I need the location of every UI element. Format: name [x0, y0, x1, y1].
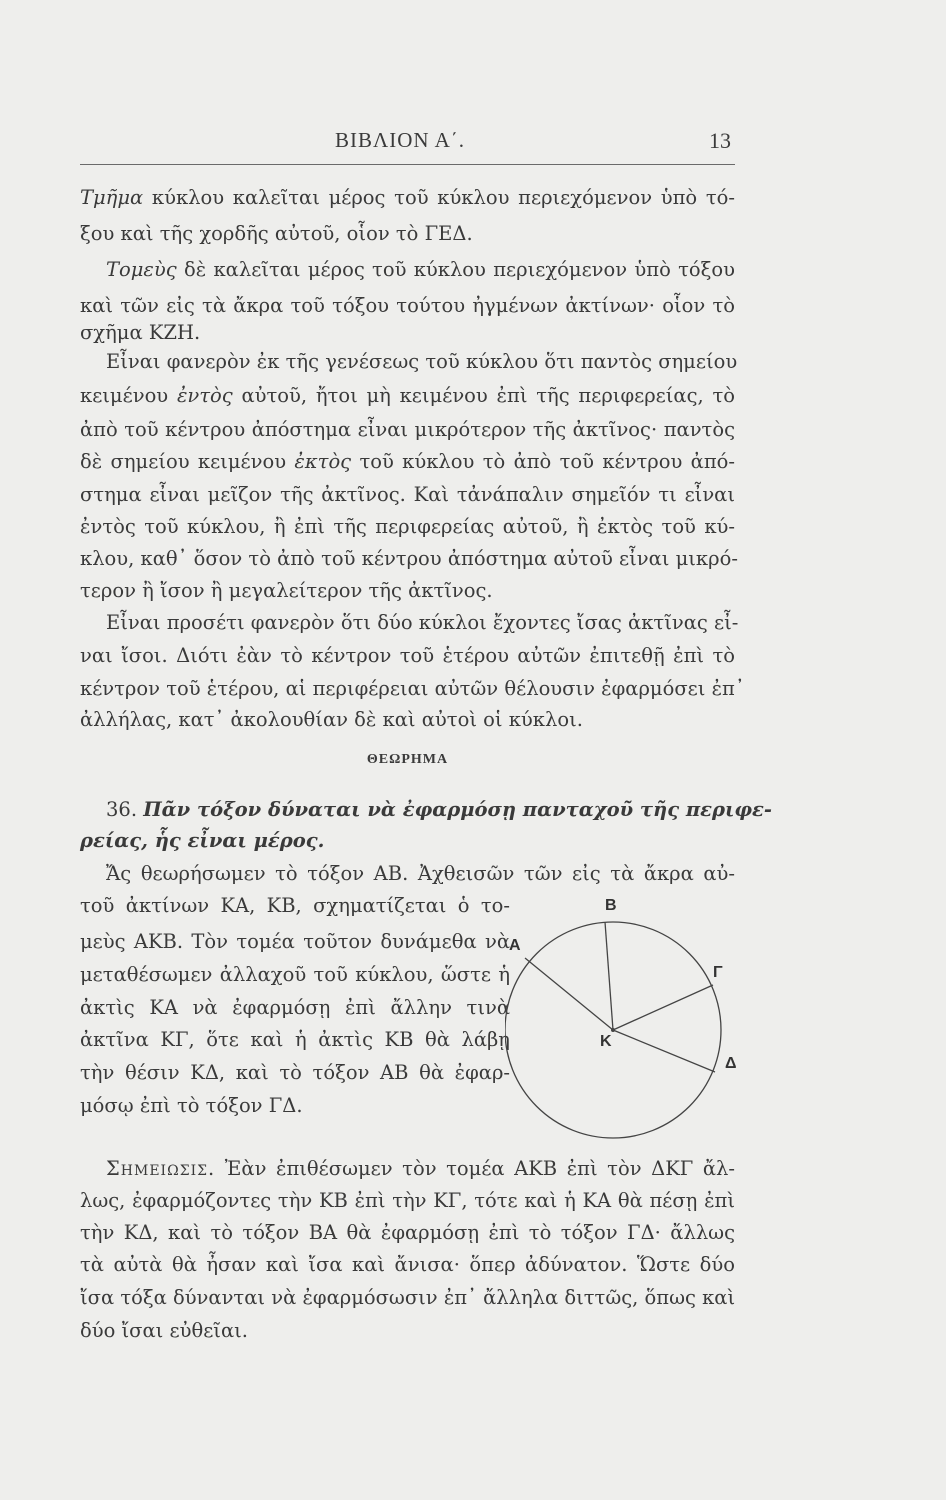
- proof-line-8: μόσῳ ἐπὶ τὸ τόξον ΓΔ.: [80, 1094, 303, 1117]
- proof-line-5: ἀκτὶς ΚΑ νὰ ἐφαρμόσῃ ἐπὶ ἄλλην τινὰ: [80, 996, 510, 1019]
- note-line-3: τὴν ΚΔ, καὶ τὸ τόξον ΒΑ θὰ ἐφαρμόσῃ ἐπὶ τὸ τόξον ΓΔ· ἄλλως: [80, 1221, 735, 1244]
- paragraph-3-line-5: στημα εἶναι μεῖζον τῆς ἀκτῖνος. Καὶ τἀνάπαλιν σημεῖόν τι εἶναι: [80, 483, 735, 506]
- radius-KA: [525, 958, 613, 1030]
- theorem-statement-line-1: 36. Πᾶν τόξον δύναται νὰ ἐφαρμόσῃ πανταχοῦ τῆς περιφε-: [106, 798, 772, 821]
- note-line-5: ἴσα τόξα δύνανται νὰ ἐφαρμόσωσιν ἐπ᾽ ἄλληλα διττῶς, ὅπως καὶ: [80, 1286, 736, 1309]
- paragraph-3-line-4: δὲ σημείου κειμένου ἐκτὸς τοῦ κύκλου τὸ ἀπὸ τοῦ κέντρου ἀπό-: [80, 450, 735, 473]
- proof-line-2: τοῦ ἀκτίνων ΚΑ, ΚΒ, σχηματίζεται ὁ το-: [80, 894, 510, 917]
- theorem-statement-line-2: ρείας, ἧς εἶναι μέρος.: [80, 829, 325, 852]
- label-B: Β: [605, 897, 617, 914]
- page-header: [80, 128, 735, 165]
- label-A: Α: [509, 937, 521, 954]
- radius-KD: [613, 1030, 715, 1072]
- term-segment: Τμῆμα: [80, 186, 144, 209]
- paragraph-4-line-1: Εἶναι προσέτι φανερὸν ὅτι δύο κύκλοι ἔχοντες ἴσας ἀκτῖνας εἶ-: [106, 611, 739, 634]
- paragraph-2-line-1: Τομεὺς δὲ καλεῖται μέρος τοῦ κύκλου περιεχόμενον ὑπὸ τόξου: [106, 258, 735, 281]
- term-sector: Τομεὺς: [106, 258, 177, 281]
- theorem-heading: ΘΕΩΡΗΜΑ: [366, 752, 449, 767]
- center-point: [611, 1028, 615, 1032]
- paragraph-2-line-3: σχῆμα ΚΖΗ.: [80, 321, 201, 344]
- paragraph-1-line-1: Τμῆμα κύκλου καλεῖται μέρος τοῦ κύκλου περιεχόμενον ὑπὸ τό-: [80, 186, 735, 209]
- label-K: Κ: [600, 1033, 612, 1050]
- note-line-6: δύο ἴσαι εὐθεῖαι.: [80, 1319, 248, 1342]
- proof-line-4: μεταθέσωμεν ἀλλαχοῦ τοῦ κύκλου, ὥστε ἡ: [80, 963, 510, 986]
- note-line-2: λως, ἐφαρμόζοντες τὴν ΚΒ ἐπὶ τὴν ΚΓ, τότε καὶ ἡ ΚΑ θὰ πέσῃ ἐπὶ: [80, 1189, 735, 1212]
- paragraph-3-line-2: κειμένου ἐντὸς αὐτοῦ, ἤτοι μὴ κειμένου ἐπὶ τῆς περιφερείας, τὸ: [80, 384, 735, 407]
- paragraph-3-line-8: τερον ἢ ἴσον ἢ μεγαλείτερον τῆς ἀκτῖνος.: [80, 579, 493, 602]
- radius-KB: [605, 922, 613, 1030]
- paragraph-2-line-2: καὶ τῶν εἰς τὰ ἄκρα τοῦ τόξου τούτου ἠγμένων ἀκτίνων· οἷον τὸ: [80, 294, 735, 317]
- paragraph-3-line-1: Εἶναι φανερὸν ἐκ τῆς γενέσεως τοῦ κύκλου ὅτι παντὸς σημείου: [106, 350, 738, 373]
- proof-line-6: ἀκτῖνα ΚΓ, ὅτε καὶ ἡ ἀκτὶς ΚΒ θὰ λάβῃ: [80, 1028, 510, 1051]
- paragraph-3-line-7: κλου, καθ᾽ ὅσον τὸ ἀπὸ τοῦ κέντρου ἀπόστημα αὐτοῦ εἶναι μικρό-: [80, 547, 738, 570]
- paragraph-3-line-6: ἐντὸς τοῦ κύκλου, ἢ ἐπὶ τῆς περιφερείας αὐτοῦ, ἢ ἐκτὸς τοῦ κύ-: [80, 515, 735, 538]
- theorem-number: 36.: [106, 798, 138, 821]
- label-G: Γ: [713, 964, 723, 981]
- proof-line-3: μεὺς ΑΚΒ. Τὸν τομέα τοῦτον δυνάμεθα νὰ: [80, 930, 510, 953]
- label-D: Δ: [725, 1055, 737, 1072]
- proof-line-7: τὴν θέσιν ΚΔ, καὶ τὸ τόξον ΑΒ θὰ ἐφαρ-: [80, 1061, 510, 1084]
- radius-KG: [613, 985, 713, 1030]
- paragraph-1-line-2: ξου καὶ τῆς χορδῆς αὐτοῦ, οἷον τὸ ΓΕΔ.: [80, 222, 473, 245]
- note-label: Σημειωσις.: [106, 1157, 216, 1180]
- note-line-4: τὰ αὐτὰ θὰ ἦσαν καὶ ἴσα καὶ ἄνισα· ὅπερ ἀδύνατον. Ὥστε δύο: [80, 1253, 735, 1276]
- page-number: 13: [709, 128, 731, 153]
- paragraph-4-line-3: κέντρον τοῦ ἑτέρου, αἱ περιφέρειαι αὐτῶν θέλουσιν ἐφαρμόσει ἐπ᾽: [80, 677, 745, 700]
- paragraph-4-line-4: ἀλλήλας, κατ᾽ ἀκολουθίαν δὲ καὶ αὐτοὶ οἱ κύκλοι.: [80, 708, 583, 731]
- circle-sector-figure: [505, 860, 750, 1150]
- paragraph-3-line-3: ἀπὸ τοῦ κέντρου ἀπόστημα εἶναι μικρότερον τῆς ἀκτῖνος· παντὸς: [80, 418, 735, 441]
- proof-line-1: Ἄς θεωρήσωμεν τὸ τόξον ΑΒ. Ἀχθεισῶν τῶν εἰς τὰ ἄκρα αὐ-: [106, 862, 735, 885]
- running-title: ΒΙΒΛΙΟΝ Α΄.: [335, 128, 466, 152]
- paragraph-4-line-2: ναι ἴσοι. Διότι ἐὰν τὸ κέντρον τοῦ ἑτέρου αὐτῶν ἐπιτεθῇ ἐπὶ τὸ: [80, 644, 735, 667]
- note-line-1: Σημειωσις. Ἐὰν ἐπιθέσωμεν τὸν τομέα ΑΚΒ ἐπὶ τὸν ΔΚΓ ἄλ-: [106, 1157, 735, 1180]
